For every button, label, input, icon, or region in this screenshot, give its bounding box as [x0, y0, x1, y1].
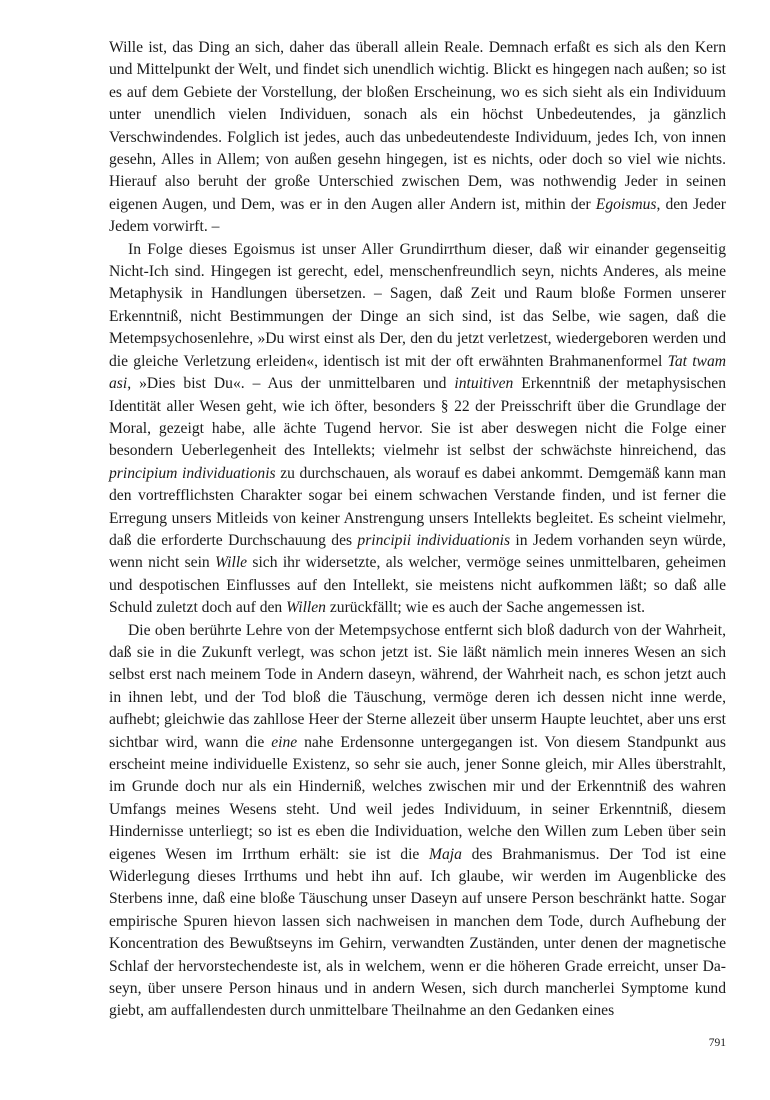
text-run: , den Jeder Jedem vorwirft. –: [109, 195, 726, 236]
text-run: Die oben berührte Lehre von der Metempsychose entfernt sich bloß dadurch von der Wahrheit, daß sie in die Zukunft verlegt, was schon jetzt ist. Sie läßt nämlich mein inneres Wesen an sich selbst erst nach meinem Tode in Andern daseyn, während, der Wahrheit nach, es schon jetzt auch in ihnen lebt, und der Tod bloß die Täuschung, vermöge deren ich dessen nicht inne werde, aufhebt; gleichwie das zahllose Heer der Sterne allezeit über unserm Haupte leuchtet, aber uns erst sichtbar wird, wann die: [109, 621, 726, 751]
paragraph-1: [109, 37, 726, 239]
text-run: zurückfällt; wie es auch der Sache angemessen ist.: [325, 599, 646, 617]
italic-term: Egoismus: [595, 195, 657, 213]
italic-term: eine: [271, 733, 298, 751]
paragraph-2: [109, 239, 726, 620]
italic-term: Maja: [429, 845, 462, 863]
text-run: des Brahmanismus. Der Tod ist eine Widerlegung dieses Irrthums und hebt ihn auf. Ich glaube, wir werden im Augenblicke des Sterbens inne, daß eine bloße Täuschung unser Daseyn auf unsere Person beschränkt hatte. Sogar empirische Spuren hievon lassen sich nachweisen in manchen dem Tode, durch Aufhebung der Koncentration des Bewußtseyns im Gehirn, verwandten Zuständen, unter denen der magnetische Schlaf der hervorstechendeste ist, als in welchem, wenn er die höheren Grade erreicht, unser Daseyn, über unsere Person hinaus und in andern Wesen, sich durch mancherlei Symptome kund giebt, am auffallendesten durch unmittelbare Theilnahme an den Gedanken eines: [109, 845, 726, 1020]
text-run: nahe Erdensonne untergegangen ist. Von diesem Standpunkt aus erscheint meine individuelle Existenz, so sehr sie auch, jener Sonne gleich, mir Alles überstrahlt, im Grunde doch nur als ein Hinderniß, welches zwischen mir und der Erkenntniß des wahren Umfangs meines Wesens steht. Und weil jedes Individuum, in seiner Erkenntniß, diesem Hindernisse unterliegt; so ist es eben die Individuation, welche den Willen zum Leben über sein eigenes Wesen im Irrthum erhält: sie ist die: [109, 733, 726, 863]
italic-term: intuitiven: [454, 375, 514, 393]
text-run: zu durchschauen, als worauf es dabei ankommt. Demgemäß kann man den vortrefflichsten Charakter sogar bei einem schwachen Verstande finden, und ist ferner die Erregung unsers Mitleids von keiner Anstrengung unsers Intellekts begleitet. Es scheint vielmehr, daß die erforderte Durchschauung des: [109, 464, 726, 549]
page-number: 791: [708, 1037, 726, 1049]
text-run: In Folge dieses Egoismus ist unser Aller Grundirrthum dieser, daß wir einander gegenseitig Nicht-Ich sind. Hingegen ist gerecht, edel, menschenfreundlich seyn, nichts Anderes, als meine Metaphysik in Handlungen übersetzen. – Sagen, daß Zeit und Raum bloße Formen unserer Erkenntniß, nicht Bestimmungen der Dinge an sich sind, ist das Selbe, wie sagen, daß die Metempsychosenlehre, »Du wirst einst als Der, den du jetzt verletzest, wiedergeboren werden und die gleiche Verletzung erleiden«, identisch ist mit der oft erwähnten Brahmanenformel: [109, 240, 726, 370]
italic-term: principium individuationis: [109, 464, 276, 482]
text-run: , »Dies bist Du«. – Aus der unmittelbaren und: [127, 375, 455, 393]
text-run: Wille ist, das Ding an sich, daher das überall allein Reale. Demnach erfaßt es sich als den Kern und Mittelpunkt der Welt, und findet sich unendlich wichtig. Blickt es hingegen nach außen; so ist es auf dem Gebiete der Vorstellung, der bloßen Erscheinung, wo es sich sieht als ein Individuum unter unendlich vielen Individuen, sonach als ein höchst Unbedeutendes, ja gänzlich Verschwindendes. Folglich ist jedes, auch das unbedeutendeste Individuum, jedes Ich, von innen gesehn, Alles in Allem; von außen gesehn hingegen, ist es nichts, oder doch so viel wie nichts. Hierauf also beruht der große Unterschied zwischen Dem, was nothwendig Jeder in seinen eigenen Augen, und Dem, was er in den Augen aller Andern ist, mithin der: [109, 39, 726, 213]
body-text: [109, 37, 726, 1023]
text-run: in Jedem vorhanden seyn würde, wenn nicht sein: [109, 531, 727, 572]
italic-term: Tat twam asi: [109, 352, 727, 393]
italic-term: Wille: [215, 554, 248, 572]
text-run: sich ihr widersetzte, als welcher, vermöge seines unmittelbaren, geheimen und despotischen Einflusses auf den Intellekt, sie meistens nicht aufkommen läßt; so daß alle Schuld zuletzt doch auf den: [109, 554, 726, 617]
italic-term: principii individuationis: [357, 531, 511, 549]
italic-term: Willen: [286, 599, 326, 617]
paragraph-3: [109, 620, 726, 1023]
text-run: Erkenntniß der metaphysischen Identität aller Wesen geht, wie ich öfter, besonders § 22 der Preisschrift über die Grundlage der Moral, gezeigt habe, alle ächte Tugend hervor. Sie ist aber deswegen nicht die Folge einer besondern Ueberlegenheit des Intellekts; vielmehr ist selbst der schwächste hinreichend, das: [109, 375, 726, 460]
